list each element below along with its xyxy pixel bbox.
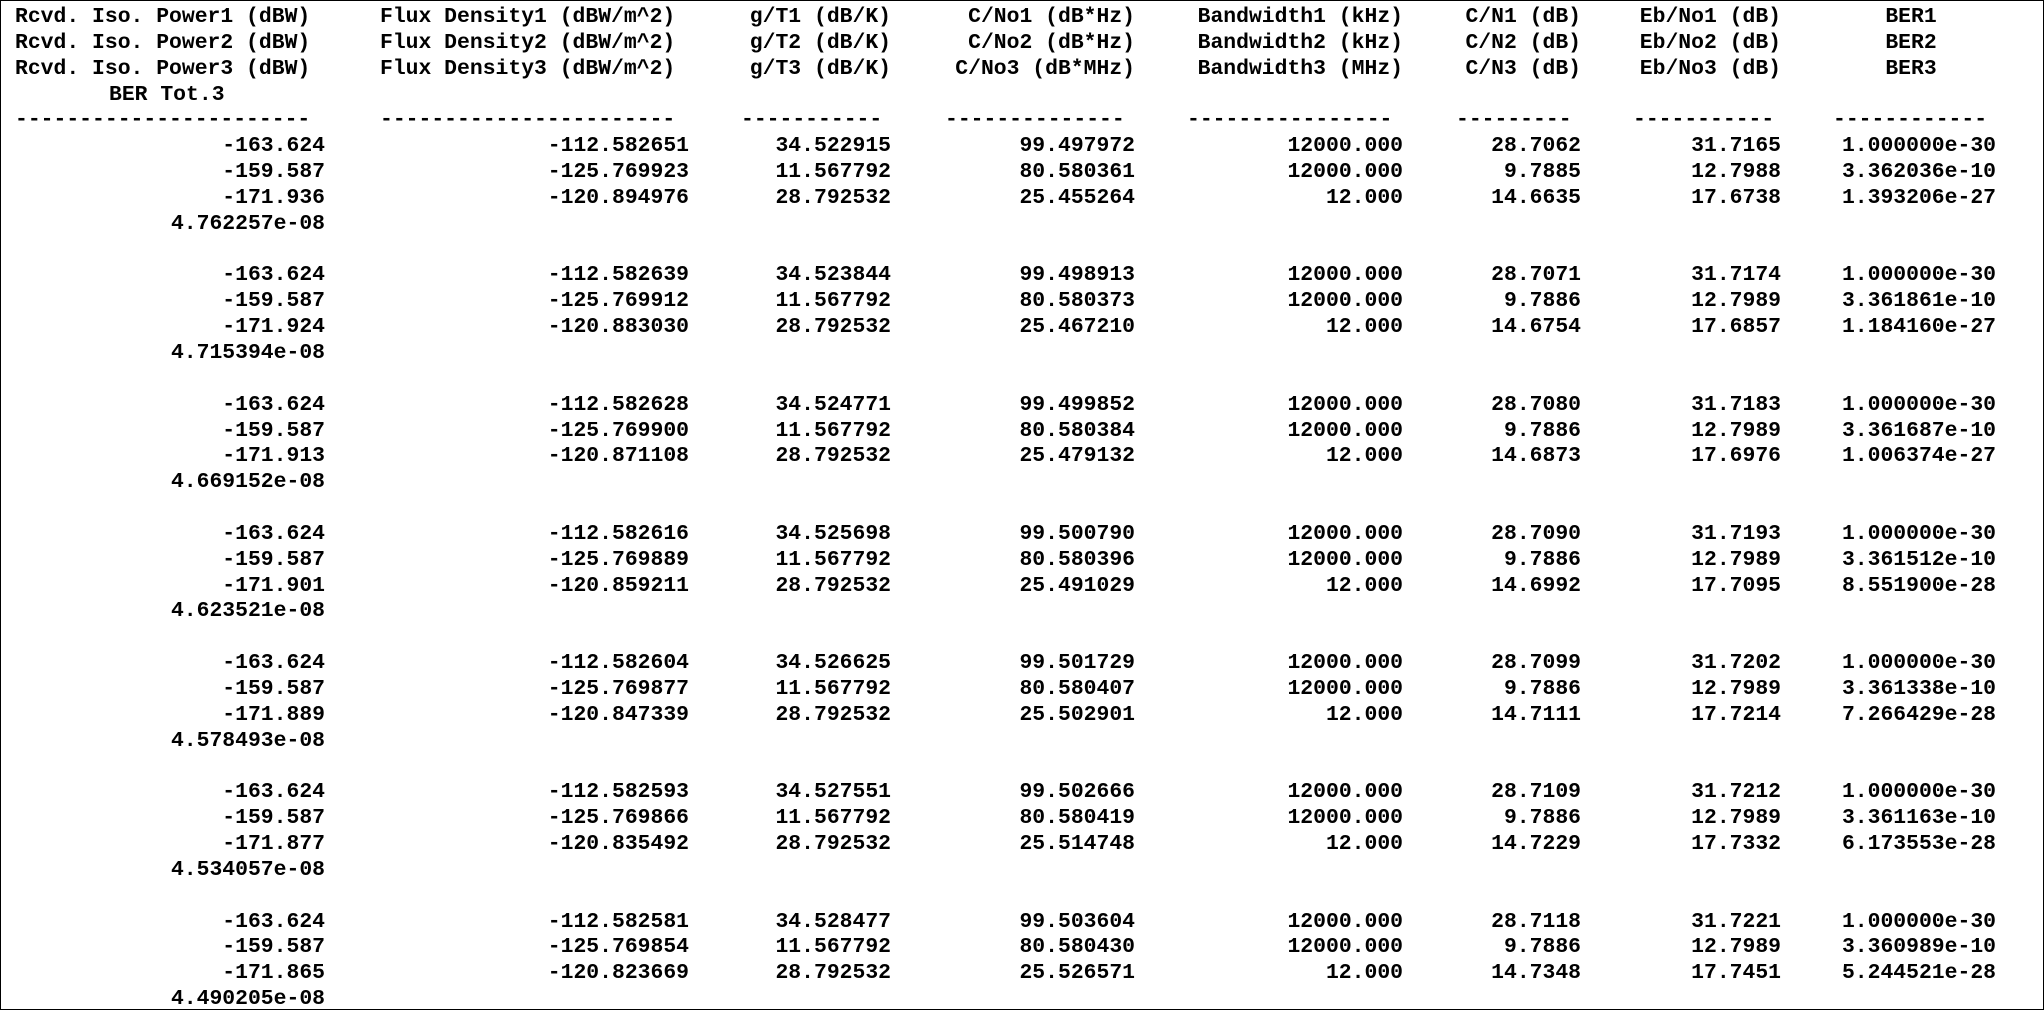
flux-density-value: -120.835492 (547, 832, 689, 856)
rcvd-iso-power-value: -159.587 (222, 289, 325, 314)
flux-density-value: -112.582593 (547, 780, 689, 805)
eb-over-no-header: Eb/No1 (dB) (1639, 5, 1781, 29)
c-over-n-value: 9.7886 (1503, 935, 1581, 960)
eb-over-no-value: 12.7989 (1691, 418, 1781, 443)
g-over-t-value: 28.792532 (775, 185, 891, 210)
c-over-n-header: C/N3 (dB) (1465, 56, 1581, 81)
g-over-t-value: 34.526625 (775, 651, 891, 676)
rcvd-iso-power-value: -163.624 (222, 780, 325, 805)
column-separator: ------------ (1833, 108, 1988, 133)
g-over-t-value: 11.567792 (775, 289, 891, 314)
flux-density-value: -112.582581 (547, 909, 689, 934)
c-over-no-value: 80.580419 (1019, 806, 1135, 831)
rcvd-iso-power-value: -163.624 (222, 263, 325, 288)
ber-value: 3.361861e-10 (1841, 289, 1996, 314)
rcvd-iso-power-value: -171.901 (222, 573, 325, 598)
ber-value: 6.173553e-28 (1841, 832, 1996, 856)
ber-header: BER3 (1885, 56, 1937, 81)
eb-over-no-value: 31.7202 (1691, 651, 1781, 676)
flux-density-value: -120.859211 (547, 573, 689, 598)
bandwidth-value: 12000.000 (1287, 651, 1403, 676)
ber-value: 1.000000e-30 (1841, 521, 1996, 546)
flux-density-value: -112.582604 (547, 651, 689, 676)
c-over-no-value: 99.503604 (1019, 909, 1135, 934)
eb-over-no-value: 12.7989 (1691, 935, 1781, 960)
g-over-t-value: 28.792532 (775, 961, 891, 986)
c-over-n-value: 14.7229 (1491, 832, 1581, 856)
eb-over-no-value: 12.7988 (1691, 160, 1781, 185)
c-over-no-value: 25.502901 (1019, 702, 1135, 727)
bandwidth-value: 12000.000 (1287, 392, 1403, 417)
rcvd-iso-power-value: -171.877 (222, 832, 325, 856)
c-over-n-value: 14.7111 (1491, 702, 1581, 727)
bandwidth-value: 12.000 (1325, 573, 1403, 598)
rcvd-iso-power-header: Rcvd. Iso. Power3 (dBW) (15, 56, 311, 81)
c-over-no-value: 99.497972 (1019, 134, 1135, 159)
ber-value: 7.266429e-28 (1841, 702, 1996, 727)
bandwidth-value: 12000.000 (1287, 780, 1403, 805)
column-separator: --------- (1456, 108, 1572, 133)
c-over-n-value: 9.7885 (1503, 160, 1581, 185)
g-over-t-value: 11.567792 (775, 806, 891, 831)
bandwidth-value: 12000.000 (1287, 806, 1403, 831)
ber-value: 1.184160e-27 (1841, 315, 1996, 340)
eb-over-no-value: 31.7165 (1691, 134, 1781, 159)
rcvd-iso-power-value: -171.913 (222, 444, 325, 469)
ber-value: 1.000000e-30 (1841, 651, 1996, 676)
c-over-no-value: 25.491029 (1019, 573, 1135, 598)
eb-over-no-value: 17.7332 (1691, 832, 1781, 856)
rcvd-iso-power-value: -171.889 (222, 702, 325, 727)
c-over-n-header: C/N2 (dB) (1465, 30, 1581, 55)
flux-density-value: -125.769854 (547, 935, 689, 960)
rcvd-iso-power-value: -163.624 (222, 521, 325, 546)
c-over-no-value: 25.479132 (1019, 444, 1135, 469)
c-over-no-value: 25.526571 (1019, 961, 1135, 986)
bandwidth-value: 12000.000 (1287, 676, 1403, 701)
rcvd-iso-power-value: -159.587 (222, 935, 325, 960)
g-over-t-value: 28.792532 (775, 702, 891, 727)
rcvd-iso-power-value: -163.624 (222, 909, 325, 934)
ber-total-value: 4.490205e-08 (170, 987, 325, 1010)
g-over-t-value: 34.524771 (775, 392, 891, 417)
ber-value: 1.000000e-30 (1841, 263, 1996, 288)
ber-total-header: BER Tot.3 (109, 82, 225, 107)
g-over-t-value: 11.567792 (775, 676, 891, 701)
rcvd-iso-power-value: -171.936 (222, 185, 325, 210)
flux-density-header: Flux Density1 (dBW/m^2) (380, 5, 676, 29)
bandwidth-value: 12000.000 (1287, 134, 1403, 159)
flux-density-value: -112.582639 (547, 263, 689, 288)
eb-over-no-header: Eb/No3 (dB) (1639, 56, 1781, 81)
ber-header: BER1 (1885, 5, 1937, 29)
ber-value: 5.244521e-28 (1841, 961, 1996, 986)
bandwidth-value: 12000.000 (1287, 289, 1403, 314)
eb-over-no-value: 17.7095 (1691, 573, 1781, 598)
ber-header: BER2 (1885, 30, 1937, 55)
eb-over-no-value: 12.7989 (1691, 547, 1781, 572)
g-over-t-value: 34.523844 (775, 263, 891, 288)
c-over-no-value: 99.501729 (1019, 651, 1135, 676)
g-over-t-value: 28.792532 (775, 315, 891, 340)
c-over-no-value: 99.499852 (1019, 392, 1135, 417)
bandwidth-value: 12000.000 (1287, 418, 1403, 443)
column-separator: -------------- (945, 108, 1125, 133)
flux-density-value: -125.769877 (547, 676, 689, 701)
c-over-n-value: 9.7886 (1503, 806, 1581, 831)
ber-total-value: 4.623521e-08 (170, 599, 325, 624)
c-over-no-value: 99.500790 (1019, 521, 1135, 546)
c-over-no-value: 80.580396 (1019, 547, 1135, 572)
ber-total-value: 4.669152e-08 (170, 470, 325, 495)
g-over-t-value: 11.567792 (775, 160, 891, 185)
c-over-no-value: 80.580384 (1019, 418, 1135, 443)
bandwidth-value: 12000.000 (1287, 935, 1403, 960)
eb-over-no-value: 31.7183 (1691, 392, 1781, 417)
g-over-t-value: 34.525698 (775, 521, 891, 546)
ber-value: 3.360989e-10 (1841, 935, 1996, 960)
c-over-no-header: C/No2 (dB*Hz) (968, 30, 1135, 55)
ber-total-value: 4.578493e-08 (170, 728, 325, 753)
rcvd-iso-power-value: -163.624 (222, 134, 325, 159)
bandwidth-value: 12.000 (1325, 832, 1403, 856)
g-over-t-value: 34.527551 (775, 780, 891, 805)
c-over-n-value: 14.6992 (1491, 573, 1581, 598)
flux-density-header: Flux Density3 (dBW/m^2) (380, 56, 676, 81)
g-over-t-header: g/T2 (dB/K) (749, 30, 891, 55)
bandwidth-value: 12.000 (1325, 961, 1403, 986)
c-over-no-value: 80.580430 (1019, 935, 1135, 960)
bandwidth-header: Bandwidth2 (kHz) (1197, 30, 1403, 55)
bandwidth-value: 12000.000 (1287, 160, 1403, 185)
ber-value: 3.361163e-10 (1841, 806, 1996, 831)
c-over-no-value: 25.455264 (1019, 185, 1135, 210)
c-over-n-value: 9.7886 (1503, 547, 1581, 572)
bandwidth-header: Bandwidth3 (MHz) (1197, 56, 1403, 81)
c-over-n-value: 14.6635 (1491, 185, 1581, 210)
rcvd-iso-power-value: -159.587 (222, 676, 325, 701)
rcvd-iso-power-header: Rcvd. Iso. Power2 (dBW) (15, 30, 311, 55)
eb-over-no-value: 17.6857 (1691, 315, 1781, 340)
flux-density-value: -125.769889 (547, 547, 689, 572)
flux-density-value: -120.871108 (547, 444, 689, 469)
ber-total-value: 4.534057e-08 (170, 857, 325, 882)
bandwidth-value: 12000.000 (1287, 263, 1403, 288)
g-over-t-header: g/T1 (dB/K) (749, 5, 891, 29)
c-over-no-header: C/No1 (dB*Hz) (968, 5, 1135, 29)
c-over-no-value: 80.580361 (1019, 160, 1135, 185)
c-over-n-value: 28.7118 (1491, 909, 1581, 934)
rcvd-iso-power-value: -163.624 (222, 651, 325, 676)
flux-density-value: -112.582628 (547, 392, 689, 417)
bandwidth-header: Bandwidth1 (kHz) (1197, 5, 1403, 29)
column-separator: ----------------------- (380, 108, 676, 133)
bandwidth-value: 12.000 (1325, 444, 1403, 469)
column-separator: ----------- (741, 108, 883, 133)
bandwidth-value: 12000.000 (1287, 521, 1403, 546)
c-over-no-value: 25.467210 (1019, 315, 1135, 340)
g-over-t-value: 11.567792 (775, 547, 891, 572)
g-over-t-value: 11.567792 (775, 418, 891, 443)
flux-density-value: -120.823669 (547, 961, 689, 986)
bandwidth-value: 12000.000 (1287, 909, 1403, 934)
eb-over-no-value: 31.7221 (1691, 909, 1781, 934)
rcvd-iso-power-value: -159.587 (222, 160, 325, 185)
flux-density-value: -120.847339 (547, 702, 689, 727)
flux-density-value: -125.769912 (547, 289, 689, 314)
eb-over-no-value: 31.7193 (1691, 521, 1781, 546)
ber-value: 1.000000e-30 (1841, 780, 1996, 805)
ber-value: 8.551900e-28 (1841, 573, 1996, 598)
eb-over-no-value: 31.7174 (1691, 263, 1781, 288)
flux-density-header: Flux Density2 (dBW/m^2) (380, 30, 676, 55)
c-over-no-value: 25.514748 (1019, 832, 1135, 856)
flux-density-value: -125.769923 (547, 160, 689, 185)
ber-value: 1.006374e-27 (1841, 444, 1996, 469)
flux-density-value: -112.582616 (547, 521, 689, 546)
rcvd-iso-power-value: -171.865 (222, 961, 325, 986)
rcvd-iso-power-value: -159.587 (222, 418, 325, 443)
c-over-n-value: 9.7886 (1503, 289, 1581, 314)
ber-value: 1.393206e-27 (1841, 185, 1996, 210)
ber-value: 3.361512e-10 (1841, 547, 1996, 572)
ber-value: 3.361687e-10 (1841, 418, 1996, 443)
c-over-n-value: 28.7062 (1491, 134, 1581, 159)
c-over-n-value: 14.6754 (1491, 315, 1581, 340)
g-over-t-value: 34.522915 (775, 134, 891, 159)
g-over-t-header: g/T3 (dB/K) (749, 56, 891, 81)
flux-density-value: -112.582651 (547, 134, 689, 159)
c-over-no-value: 80.580407 (1019, 676, 1135, 701)
flux-density-value: -125.769900 (547, 418, 689, 443)
c-over-n-value: 9.7886 (1503, 418, 1581, 443)
g-over-t-value: 28.792532 (775, 573, 891, 598)
ber-value: 1.000000e-30 (1841, 134, 1996, 159)
rcvd-iso-power-value: -159.587 (222, 806, 325, 831)
eb-over-no-value: 17.6976 (1691, 444, 1781, 469)
c-over-n-value: 28.7099 (1491, 651, 1581, 676)
c-over-n-value: 14.7348 (1491, 961, 1581, 986)
c-over-n-value: 28.7109 (1491, 780, 1581, 805)
ber-total-value: 4.715394e-08 (170, 340, 325, 365)
eb-over-no-header: Eb/No2 (dB) (1639, 30, 1781, 55)
column-separator: ----------- (1633, 108, 1775, 133)
ber-value: 3.362036e-10 (1841, 160, 1996, 185)
g-over-t-value: 11.567792 (775, 935, 891, 960)
flux-density-value: -125.769866 (547, 806, 689, 831)
column-separator: ----------------------- (15, 108, 311, 133)
flux-density-value: -120.894976 (547, 185, 689, 210)
c-over-no-value: 99.502666 (1019, 780, 1135, 805)
g-over-t-value: 34.528477 (775, 909, 891, 934)
bandwidth-value: 12000.000 (1287, 547, 1403, 572)
c-over-n-value: 28.7080 (1491, 392, 1581, 417)
c-over-n-value: 28.7071 (1491, 263, 1581, 288)
column-separator: ---------------- (1187, 108, 1393, 133)
flux-density-value: -120.883030 (547, 315, 689, 340)
eb-over-no-value: 12.7989 (1691, 806, 1781, 831)
c-over-n-value: 14.6873 (1491, 444, 1581, 469)
rcvd-iso-power-value: -163.624 (222, 392, 325, 417)
bandwidth-value: 12.000 (1325, 702, 1403, 727)
c-over-no-header: C/No3 (dB*MHz) (955, 56, 1135, 81)
c-over-no-value: 99.498913 (1019, 263, 1135, 288)
c-over-n-value: 28.7090 (1491, 521, 1581, 546)
eb-over-no-value: 31.7212 (1691, 780, 1781, 805)
bandwidth-value: 12.000 (1325, 185, 1403, 210)
eb-over-no-value: 17.7214 (1691, 702, 1781, 727)
rcvd-iso-power-value: -171.924 (222, 315, 325, 340)
ber-value: 1.000000e-30 (1841, 392, 1996, 417)
ber-value: 3.361338e-10 (1841, 676, 1996, 701)
g-over-t-value: 28.792532 (775, 832, 891, 856)
c-over-no-value: 80.580373 (1019, 289, 1135, 314)
c-over-n-value: 9.7886 (1503, 676, 1581, 701)
eb-over-no-value: 17.6738 (1691, 185, 1781, 210)
c-over-n-header: C/N1 (dB) (1465, 5, 1581, 29)
g-over-t-value: 28.792532 (775, 444, 891, 469)
ber-total-value: 4.762257e-08 (170, 211, 325, 236)
eb-over-no-value: 12.7989 (1691, 676, 1781, 701)
bandwidth-value: 12.000 (1325, 315, 1403, 340)
eb-over-no-value: 12.7989 (1691, 289, 1781, 314)
rcvd-iso-power-header: Rcvd. Iso. Power1 (dBW) (15, 5, 311, 29)
ber-value: 1.000000e-30 (1841, 909, 1996, 934)
rcvd-iso-power-value: -159.587 (222, 547, 325, 572)
eb-over-no-value: 17.7451 (1691, 961, 1781, 986)
